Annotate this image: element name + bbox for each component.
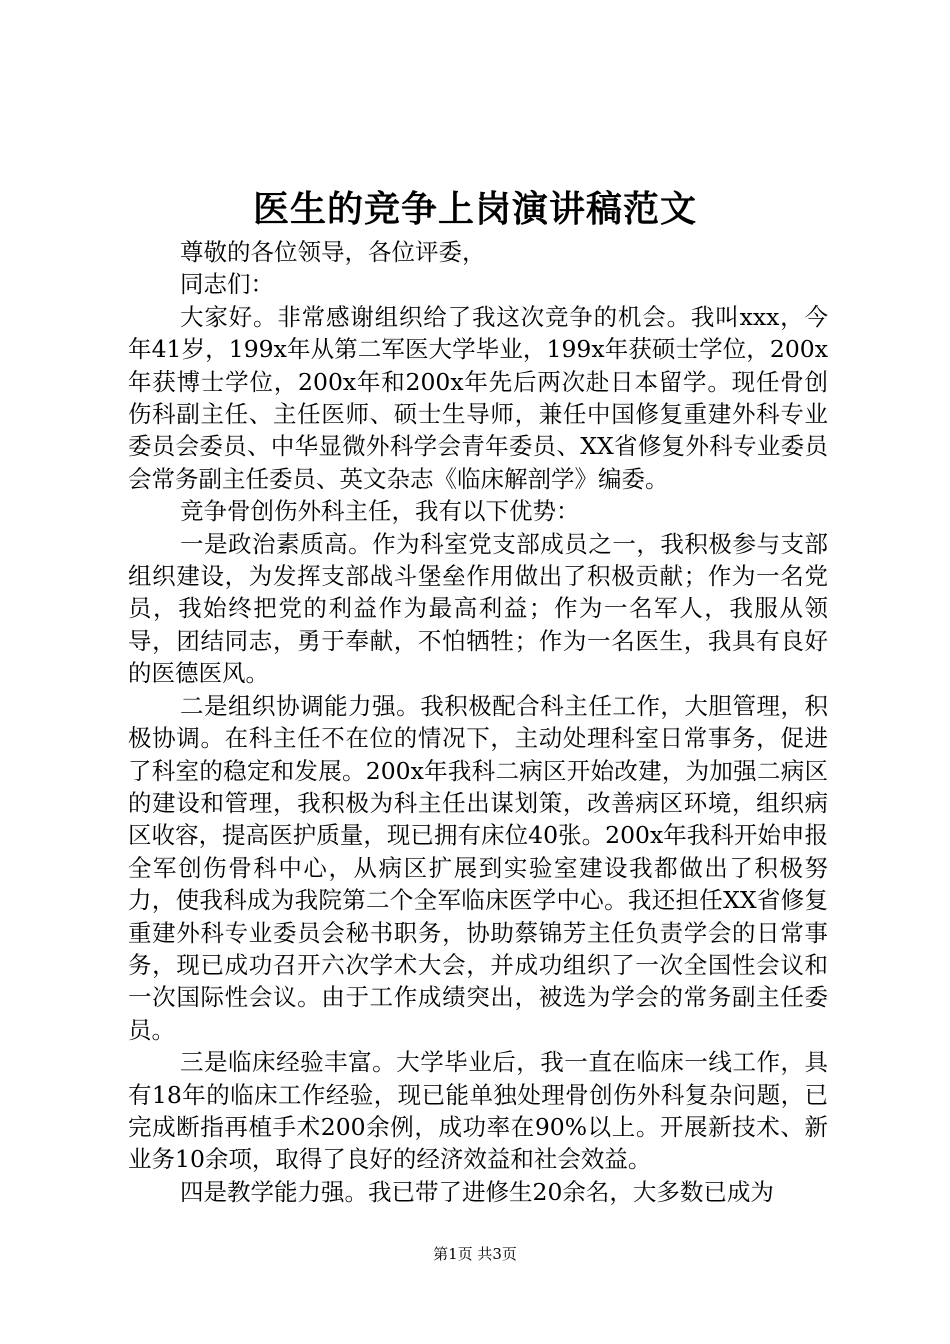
document-body bbox=[128, 236, 828, 1208]
salutation-line: 尊敬的各位领导，各位评委， bbox=[180, 238, 486, 266]
document-title: 医生的竞争上岗演讲稿范文 bbox=[252, 188, 697, 230]
body-paragraph: 二是组织协调能力强。我积极配合科主任工作，大胆管理，积极协调。在科主任不在位的情况下，主动处理科室日常事务，促进了科室的稳定和发展。200x年我科二病区开始改建，为加强二病区的建设和管理，我积极为科主任出谋划策，改善病区环境，组织病区收容，提高医护质量，现已拥有床位40张。200x年我科开始申报全军创伤骨科中心，从病区扩展到实验室建设我都做出了积极努力，使我科成为我院第二个全军临床医学中心。我还担任XX省修复重建外科专业委员会秘书职务，协助蔡锦芳主任负责学会的日常事务，现已成功召开六次学术大会，并成功组织了一次全国性会议和一次国际性会议。由于工作成绩突出，被选为学会的常务副主任委员。 bbox=[128, 691, 828, 1044]
salutation-line: 同志们： bbox=[180, 270, 274, 299]
body-paragraph: 一是政治素质高。作为科室党支部成员之一，我积极参与支部组织建设，为发挥支部战斗堡垒作用做出了积极贡献；作为一名党员，我始终把党的利益作为最高利益；作为一名军人，我服从领导，团结同志，勇于奉献，不怕牺牲；作为一名医生，我具有良好的医德医风。 bbox=[128, 529, 828, 688]
body-paragraph: 竞争骨创伤外科主任，我有以下优势： bbox=[180, 497, 580, 526]
page-footer: 第1页 共3页 bbox=[433, 1245, 517, 1263]
body-paragraph: 四是教学能力强。我已带了进修生20余名，大多数已成为 bbox=[180, 1177, 774, 1206]
body-paragraph: 大家好。非常感谢组织给了我这次竞争的机会。我叫xxx，今年41岁，199x年从第二军医大学毕业，199x年获硕士学位，200x年获博士学位，200x年和200x年先后两次赴日本留学。现任骨创伤科副主任、主任医师、硕士生导师，兼任中国修复重建外科专业委员会委员、中华显微外科学会青年委员、XX省修复外科专业委员会常务副主任委员、英文杂志《临床解剖学》编委。 bbox=[128, 302, 828, 493]
body-paragraph: 三是临床经验丰富。大学毕业后，我一直在临床一线工作，具有18年的临床工作经验，现已能单独处理骨创伤外科复杂问题，已完成断指再植手术200余例，成功率在90%以上。开展新技术、新业务10余项，取得了良好的经济效益和社会效益。 bbox=[128, 1048, 828, 1174]
